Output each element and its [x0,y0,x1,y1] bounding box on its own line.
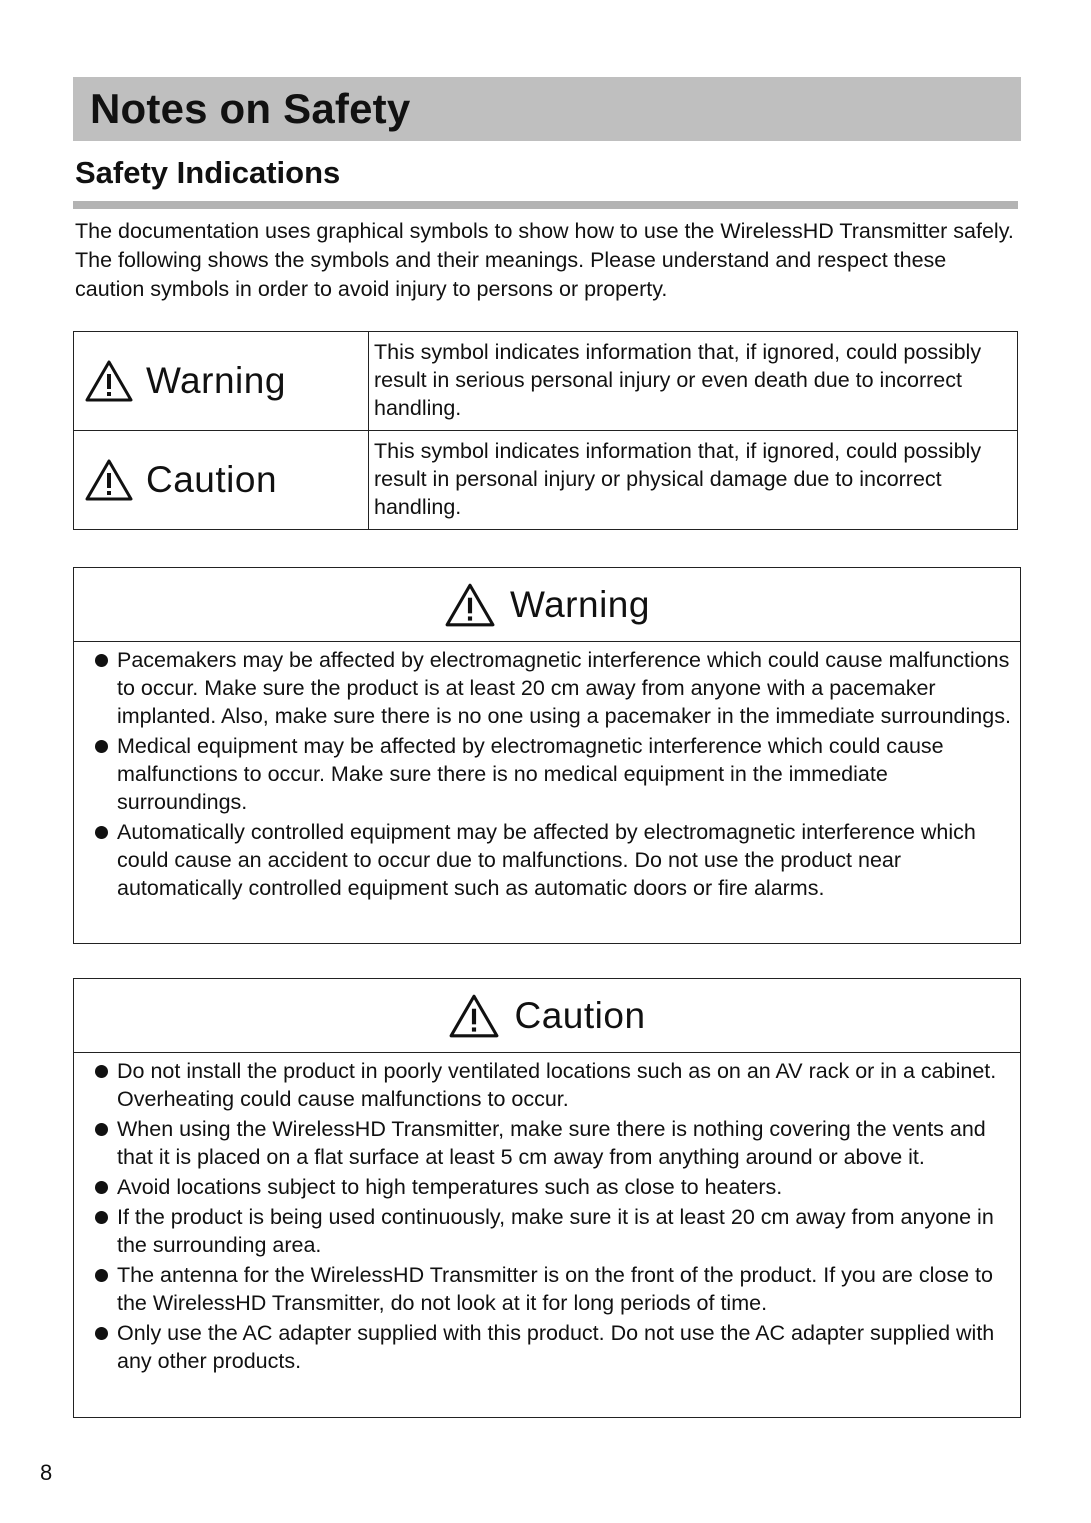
bullet-icon [95,1211,108,1224]
bullet-icon [95,654,108,667]
list-item: When using the WirelessHD Transmitter, make sure there is nothing covering the vents and that it is placed on a flat surface at least 5 cm away from anything around or above it. [74,1115,1020,1171]
legend-symbol-cell [74,431,369,530]
warning-triangle-icon [84,458,134,502]
legend-label: Warning [146,360,286,401]
warning-triangle-icon [84,359,134,403]
warning-triangle-icon [448,993,500,1039]
bullet-icon [95,740,108,753]
caution-box-header [74,979,1020,1053]
warning-box [73,567,1021,944]
warning-triangle-icon [444,582,496,628]
bullet-icon [95,826,108,839]
bullet-icon [95,1269,108,1282]
title-bar [73,77,1021,141]
legend-row-warning [74,332,1018,431]
bullet-icon [95,1181,108,1194]
legend-label: Caution [146,459,278,500]
list-item: Do not install the product in poorly ventilated locations such as on an AV rack or in a cabinet. Overheating could cause malfunctions to occur. [74,1057,1020,1113]
caution-box [73,978,1021,1418]
warning-box-header [74,568,1020,642]
list-item: Medical equipment may be affected by electromagnetic interference which could cause malfunctions to occur. Make sure there is no medical equipment in the immediate surroundings. [74,732,1020,816]
legend-symbol-cell [74,332,369,431]
section-heading: Safety Indications [75,155,341,190]
list-item: Only use the AC adapter supplied with this product. Do not use the AC adapter supplied with any other products. [74,1319,1020,1375]
bullet-icon [95,1065,108,1078]
legend-description: This symbol indicates information that, if ignored, could possibly result in serious personal injury or even death due to incorrect handling. [369,332,1018,431]
legend-row-caution [74,431,1018,530]
section-divider [73,201,1018,209]
warning-box-heading: Warning [510,583,650,625]
legend-description: This symbol indicates information that, if ignored, could possibly result in personal injury or physical damage due to incorrect handling. [369,431,1018,530]
symbol-legend-table [73,331,1018,530]
bullet-icon [95,1123,108,1136]
caution-list [74,1053,1020,1375]
warning-list [74,642,1020,902]
list-item: If the product is being used continuously, make sure it is at least 20 cm away from anyone in the surrounding area. [74,1203,1020,1259]
page-title: Notes on Safety [90,85,411,132]
bullet-icon [95,1327,108,1340]
list-item: Pacemakers may be affected by electromagnetic interference which could cause malfunctions to occur. Make sure the product is at least 20 cm away from anyone with a pacemaker implanted. Also, make sure there is no one using a pacemaker in the immediate surroundings. [74,646,1020,730]
list-item: The antenna for the WirelessHD Transmitter is on the front of the product. If you are close to the WirelessHD Transmitter, do not look at it for long periods of time. [74,1261,1020,1317]
page-number: 8 [40,1460,53,1485]
intro-paragraph: The documentation uses graphical symbols to show how to use the WirelessHD Transmitter safely. The following shows the symbols and their meanings. Please understand and respect these caution symbols in order to avoid injury to persons or property. [75,219,1014,301]
caution-box-heading: Caution [514,994,646,1036]
list-item: Avoid locations subject to high temperatures such as close to heaters. [74,1173,1020,1201]
list-item: Automatically controlled equipment may be affected by electromagnetic interference which could cause an accident to occur due to malfunctions. Do not use the product near automatically controlled equipment such as automatic doors or fire alarms. [74,818,1020,902]
